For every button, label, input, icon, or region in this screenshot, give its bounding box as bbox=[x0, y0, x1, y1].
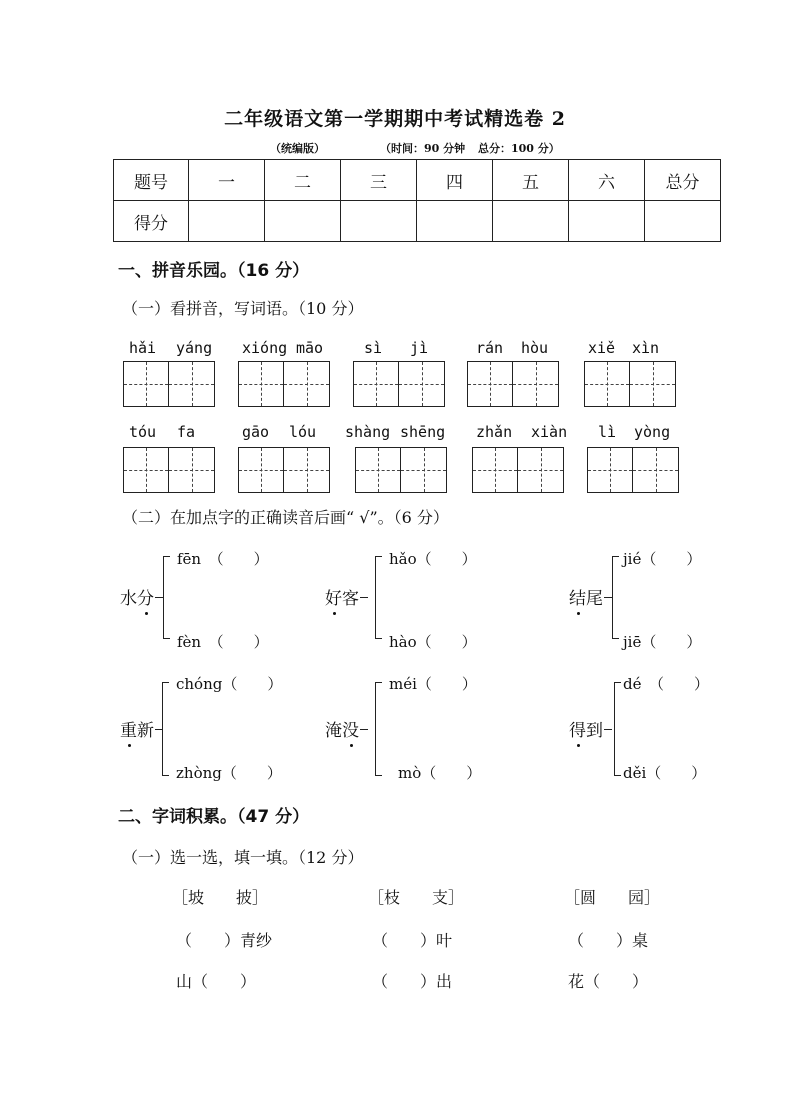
part2-heading: （二）在加点字的正确读音后画“ √”。（6 分） bbox=[122, 508, 449, 527]
writing-grid[interactable] bbox=[467, 361, 559, 407]
word-item: 好客 bbox=[325, 589, 359, 609]
brace bbox=[163, 556, 164, 639]
score-cell[interactable] bbox=[189, 201, 265, 242]
pinyin: tóu bbox=[129, 423, 157, 441]
score-cell[interactable] bbox=[645, 201, 721, 242]
writing-grid[interactable] bbox=[472, 447, 564, 493]
option[interactable]: hào（ ） bbox=[389, 633, 477, 651]
brace bbox=[612, 556, 613, 639]
score-cell[interactable] bbox=[417, 201, 493, 242]
score-cell[interactable] bbox=[341, 201, 417, 242]
writing-grid[interactable] bbox=[353, 361, 445, 407]
header-cell: 四 bbox=[417, 160, 493, 201]
score-cell[interactable] bbox=[493, 201, 569, 242]
page-title: 二年级语文第一学期期中考试精选卷 2 bbox=[224, 108, 566, 130]
options-bracket: ［圆 园］ bbox=[564, 888, 661, 907]
writing-grid[interactable] bbox=[123, 361, 215, 407]
pinyin: lì bbox=[598, 423, 617, 441]
option[interactable]: děi（ ） bbox=[623, 764, 707, 782]
options-bracket: ［坡 披］ bbox=[172, 888, 269, 907]
score-table-score-row bbox=[114, 201, 721, 242]
brace-tick bbox=[360, 729, 368, 730]
option[interactable]: méi（ ） bbox=[389, 675, 477, 693]
section2-heading: 二、字词积累。（47 分） bbox=[118, 807, 310, 827]
header-cell: 六 bbox=[569, 160, 645, 201]
section1-heading: 一、拼音乐园。（16 分） bbox=[118, 261, 310, 281]
option[interactable]: dé （ ） bbox=[623, 675, 709, 693]
option[interactable]: jiē（ ） bbox=[623, 633, 702, 651]
score-cell[interactable] bbox=[265, 201, 341, 242]
score-table bbox=[113, 159, 721, 242]
pinyin: xìn bbox=[632, 339, 660, 357]
options-bracket: ［枝 支］ bbox=[368, 888, 465, 907]
pinyin: māo bbox=[296, 339, 324, 357]
header-cell: 五 bbox=[493, 160, 569, 201]
brace bbox=[614, 682, 615, 776]
header-cell: 总分 bbox=[645, 160, 721, 201]
brace-tick bbox=[360, 597, 368, 598]
brace bbox=[375, 682, 376, 776]
word-item: 水分 bbox=[120, 589, 154, 609]
option[interactable]: fēn （ ） bbox=[177, 550, 269, 568]
row-label: 得分 bbox=[114, 201, 189, 242]
pinyin: jì bbox=[410, 339, 429, 357]
part1-heading: （一）看拼音，写词语。（10 分） bbox=[122, 299, 364, 318]
pinyin: xiàn bbox=[531, 423, 568, 441]
edition-label: （统编版） bbox=[270, 142, 325, 155]
pinyin: xióng bbox=[242, 339, 288, 357]
header-cell: 三 bbox=[341, 160, 417, 201]
fill-blank[interactable]: （ ）出 bbox=[372, 972, 453, 991]
option[interactable]: hǎo（ ） bbox=[389, 550, 477, 568]
word-item: 淹没 bbox=[325, 721, 359, 741]
option[interactable]: jié（ ） bbox=[623, 550, 702, 568]
brace-tick bbox=[604, 597, 612, 598]
fill-blank[interactable]: （ ）青纱 bbox=[176, 931, 273, 950]
score-table-header-row bbox=[114, 160, 721, 201]
writing-grid[interactable] bbox=[355, 447, 447, 493]
writing-grid[interactable] bbox=[584, 361, 676, 407]
word-item: 得到 bbox=[569, 721, 603, 741]
pinyin: shēng bbox=[400, 423, 446, 441]
pinyin: zhǎn bbox=[476, 423, 513, 441]
pinyin: hǎi bbox=[129, 339, 157, 357]
brace-tick bbox=[604, 729, 612, 730]
pinyin: gāo bbox=[242, 423, 270, 441]
word-item: 重新 bbox=[120, 721, 154, 741]
pinyin: yáng bbox=[176, 339, 213, 357]
option[interactable]: fèn （ ） bbox=[177, 633, 269, 651]
total-label: 总分：100 分） bbox=[478, 142, 560, 155]
fill-blank[interactable]: 山（ ） bbox=[176, 972, 257, 991]
fill-blank[interactable]: （ ）桌 bbox=[568, 931, 649, 950]
word-item: 结尾 bbox=[569, 589, 603, 609]
brace bbox=[375, 556, 376, 639]
header-cell: 一 bbox=[189, 160, 265, 201]
pinyin: rán bbox=[476, 339, 504, 357]
pinyin: shàng bbox=[345, 423, 391, 441]
pinyin: yòng bbox=[634, 423, 671, 441]
writing-grid[interactable] bbox=[123, 447, 215, 493]
pinyin: fa bbox=[177, 423, 196, 441]
fill-blank[interactable]: 花（ ） bbox=[568, 972, 649, 991]
brace bbox=[162, 682, 163, 776]
pinyin: lóu bbox=[289, 423, 317, 441]
writing-grid[interactable] bbox=[587, 447, 679, 493]
fill-blank[interactable]: （ ）叶 bbox=[372, 931, 453, 950]
writing-grid[interactable] bbox=[238, 361, 330, 407]
header-cell: 二 bbox=[265, 160, 341, 201]
option[interactable]: zhòng（ ） bbox=[176, 764, 282, 782]
score-cell[interactable] bbox=[569, 201, 645, 242]
pinyin: xiě bbox=[588, 339, 616, 357]
writing-grid[interactable] bbox=[238, 447, 330, 493]
pinyin: sì bbox=[364, 339, 383, 357]
time-label: （时间：90 分钟 bbox=[380, 142, 466, 155]
header-cell: 题号 bbox=[114, 160, 189, 201]
section2-part1-heading: （一）选一选，填一填。（12 分） bbox=[122, 848, 364, 867]
brace-tick bbox=[155, 597, 163, 598]
option[interactable]: mò（ ） bbox=[398, 764, 482, 782]
pinyin: hòu bbox=[521, 339, 549, 357]
option[interactable]: chóng（ ） bbox=[176, 675, 283, 693]
